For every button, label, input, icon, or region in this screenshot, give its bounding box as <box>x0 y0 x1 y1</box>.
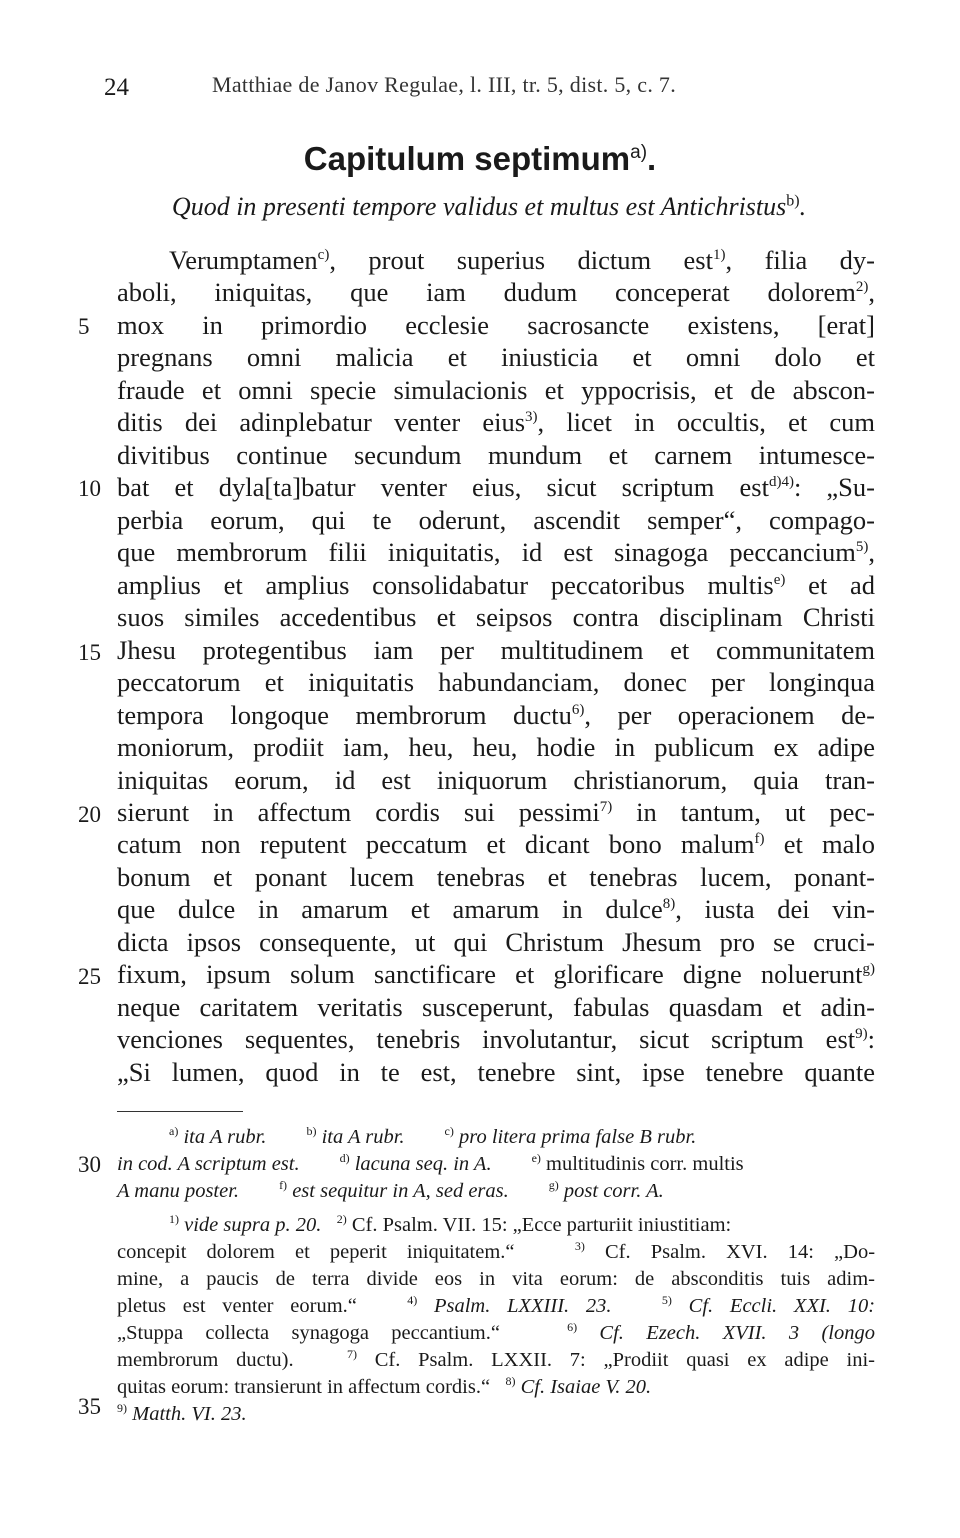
line-number: 5 <box>78 314 90 339</box>
note-line: A manu poster. $^{f)}$ est sequitur in A, sed eras. $^{g)}$ post corr. A. <box>117 1178 664 1202</box>
chapter-title: Capitulum septimum$^{a)}$. <box>303 140 657 177</box>
text-line: catum non reputent peccatum et dicant bono malum$^{f)}$ et malo <box>117 829 875 860</box>
source-notes <box>117 1212 875 1428</box>
running-head <box>104 72 870 104</box>
footnote-divider <box>117 1111 243 1112</box>
text-line: tempora longoque membrorum ductu$^{6)}$, per operacionem de- <box>117 699 875 730</box>
text-line: amplius et amplius consolidabatur peccatoribus multis$^{e)}$ et ad <box>117 569 875 600</box>
line-number: 20 <box>78 802 101 827</box>
note-line: pletus est venter eorum.“ $^{4)}$ Psalm. LXXIII. 23. $^{5)}$ Cf. Eccli. XXI. 10: <box>117 1293 876 1317</box>
note-line: membrorum ductu). $^{7)}$ Cf. Psalm. LXXII. 7: „Prodiit quasi ex adipe ini- <box>117 1347 876 1371</box>
text-line: aboli, iniquitas, que iam dudum conceperat dolorem$^{2)}$, <box>117 277 875 308</box>
line-number: 15 <box>78 640 101 665</box>
chapter-subtitle: Quod in presenti tempore validus et multus est Antichristus$^{b)}$. <box>171 192 807 221</box>
note-line: in cod. A scriptum est. $^{d)}$ lacuna seq. in A. $^{e)}$ multitudinis corr. multis <box>117 1151 744 1175</box>
apparatus-notes <box>117 1124 875 1205</box>
line-number: 35 <box>78 1394 101 1419</box>
text-line: iniquitas eorum, id est iniquorum christianorum, quia tran- <box>117 764 875 795</box>
text-line: que dulce in amarum et amarum in dulce$^{8)}$, iusta dei vin- <box>117 894 875 925</box>
text-line: peccatorum et iniquitatis habundanciam, donec per longinqua <box>117 667 875 698</box>
text-line: divitibus continue secundum mundum et carnem intumesce- <box>117 439 875 470</box>
text-line: moniorum, prodiit iam, heu, heu, hodie in publicum ex adipe <box>117 732 875 763</box>
text-line: venciones sequentes, tenebris involutantur, sicut scriptum est$^{9)}$: <box>117 1024 875 1055</box>
text-line: suos similes accedentibus et seipsos contra disciplinam Christi <box>117 602 875 633</box>
line-number: 25 <box>78 964 101 989</box>
text-line: „Si lumen, quod in te est, tenebre sint, ipse tenebre quante <box>117 1056 875 1087</box>
text-line: bat et dyla[ta]batur venter eius, sicut scriptum est$^{d)4)}$: „Su- <box>117 472 875 503</box>
note-line: $^{9)}$ Matth. VI. 23. <box>117 1401 247 1425</box>
text-line: dicta ipsos consequente, ut qui Christum Jhesum pro se cruci- <box>117 926 875 957</box>
text-line: perbia eorum, qui te oderunt, ascendit semper“, compago- <box>117 504 875 535</box>
text-line: neque caritatem veritatis susceperunt, fabulas quasdam et adin- <box>117 991 875 1022</box>
page-number: 24 <box>104 74 129 101</box>
text-line: que membrorum filii iniquitatis, id est sinagoga peccancium$^{5)}$, <box>117 537 875 568</box>
line-number: 30 <box>78 1152 101 1177</box>
footnote-ref: b) <box>786 192 800 210</box>
text-line: pregnans omni malicia et iniusticia et omni dolo et <box>117 342 875 373</box>
chapter-subtitle-text: Quod in presenti tempore validus et multus est Antichristus <box>171 192 787 221</box>
note-line: $^{a)}$ ita A rubr. $^{b)}$ ita A rubr. $^{c)}$ pro litera prima false B rubr. <box>169 1124 697 1148</box>
text-line: fraude et omni specie simulacionis et yppocrisis, et de abscon- <box>117 374 875 405</box>
line-number: 10 <box>78 476 101 501</box>
note-line: concepit dolorem et peperit iniquitatem.“ $^{3)}$ Cf. Psalm. XVI. 14: „Do- <box>117 1239 876 1263</box>
running-title: Matthiae de Janov Regulae, l. III, tr. 5, dist. 5, c. 7. <box>212 72 677 97</box>
footnote-ref: a) <box>630 142 648 163</box>
chapter-title-text: Capitulum septimum <box>303 140 631 177</box>
main-text <box>117 244 875 1088</box>
text-line: Verumptamen$^{c)}$, prout superius dictum est$^{1)}$, filia dy- <box>169 245 875 275</box>
text-line: Jhesu protegentibus iam per multitudinem et communitatem <box>117 634 875 665</box>
text-line: bonum et ponant lucem tenebras et tenebras lucem, ponant- <box>117 861 875 892</box>
note-line: mine, a paucis de terra divide eos in vita eorum: de absconditis tuis adim- <box>117 1268 875 1290</box>
text-line: mox in primordio ecclesie sacrosancte existens, [erat] <box>117 309 875 340</box>
note-line: „Stuppa collecta synagoga peccantium.“ $^{6)}$ Cf. Ezech. XVII. 3 (longo <box>117 1320 876 1344</box>
note-line: quitas eorum: transierunt in affectum cordis.“ $^{8)}$ Cf. Isaiae V. 20. <box>117 1374 652 1398</box>
note-line: $^{1)}$ vide supra p. 20. $^{2)}$ Cf. Psalm. VII. 15: „Ecce parturiit iniustitiam: <box>169 1212 732 1236</box>
text-line: ditis dei adinplebatur venter eius$^{3)}$, licet in occultis, et cum <box>117 407 875 438</box>
text-line: fixum, ipsum solum sanctificare et glorificare digne noluerunt$^{g)}$ <box>117 959 875 990</box>
text-line: sierunt in affectum cordis sui pessimi$^{7)}$ in tantum, ut pec- <box>117 796 875 827</box>
